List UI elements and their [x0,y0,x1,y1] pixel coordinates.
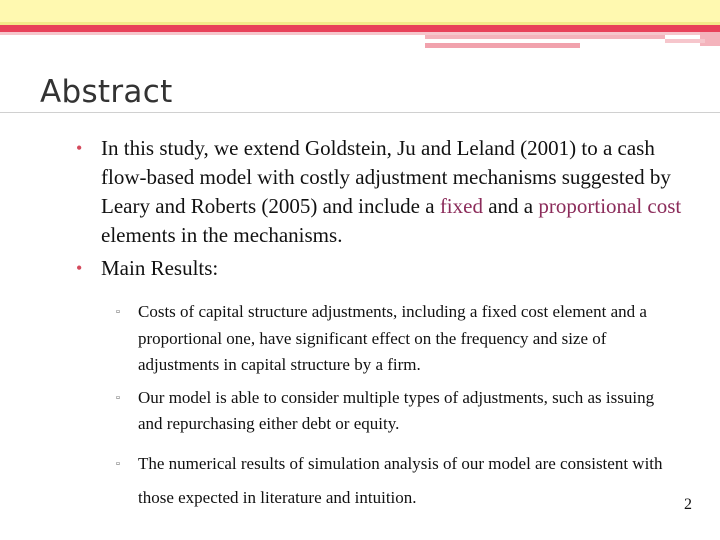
sub-bullet-marker: ▫ [116,457,120,470]
slide-body [76,134,696,516]
sub-bullet-marker: ▫ [116,391,120,404]
bullet-marker: • [76,258,83,278]
bullet-item [76,134,696,250]
header-band-red [0,25,720,32]
bullet-marker: • [76,138,83,158]
header-band-pink [425,35,665,39]
header-band-pink [665,39,705,43]
page-number: 2 [684,496,692,513]
slide-title: Abstract [40,74,173,110]
bullet-text: and a [482,194,539,218]
bullet-text: In this study, we extend Goldstein, Ju and Leland (2001) to a cash flow-based model with costly adjustment mechanisms suggested by Leary and Roberts (2005) and include a [101,136,671,218]
sub-bullet-text: The numerical results of simulation analysis of our model are consistent with those expected in literature and intuition. [138,453,663,507]
sub-bullet-item [116,299,666,379]
sub-bullet-item [116,447,666,516]
bullet-text: elements in the mechanisms. [101,223,343,247]
header-band-yellow [0,0,720,22]
sub-bullet-text: Our model is able to consider multiple types of adjustments, such as issuing and repurchasing either debt or equity. [138,387,655,433]
title-divider [0,112,720,113]
bullet-item [76,254,696,283]
bullet-highlight-proportional-cost: proportional cost [538,194,682,218]
sub-bullet-marker: ▫ [116,306,120,318]
header-band-pink [425,43,580,48]
bullet-highlight-fixed: fixed [439,194,483,218]
sub-bullet-item [116,385,666,438]
sub-bullet-text: Costs of capital structure adjustments, including a fixed cost element and a proportional one, have significant effect on the frequency and size of adjustments in capital structure by a firm. [138,302,647,374]
bullet-text: Main Results: [101,256,219,280]
